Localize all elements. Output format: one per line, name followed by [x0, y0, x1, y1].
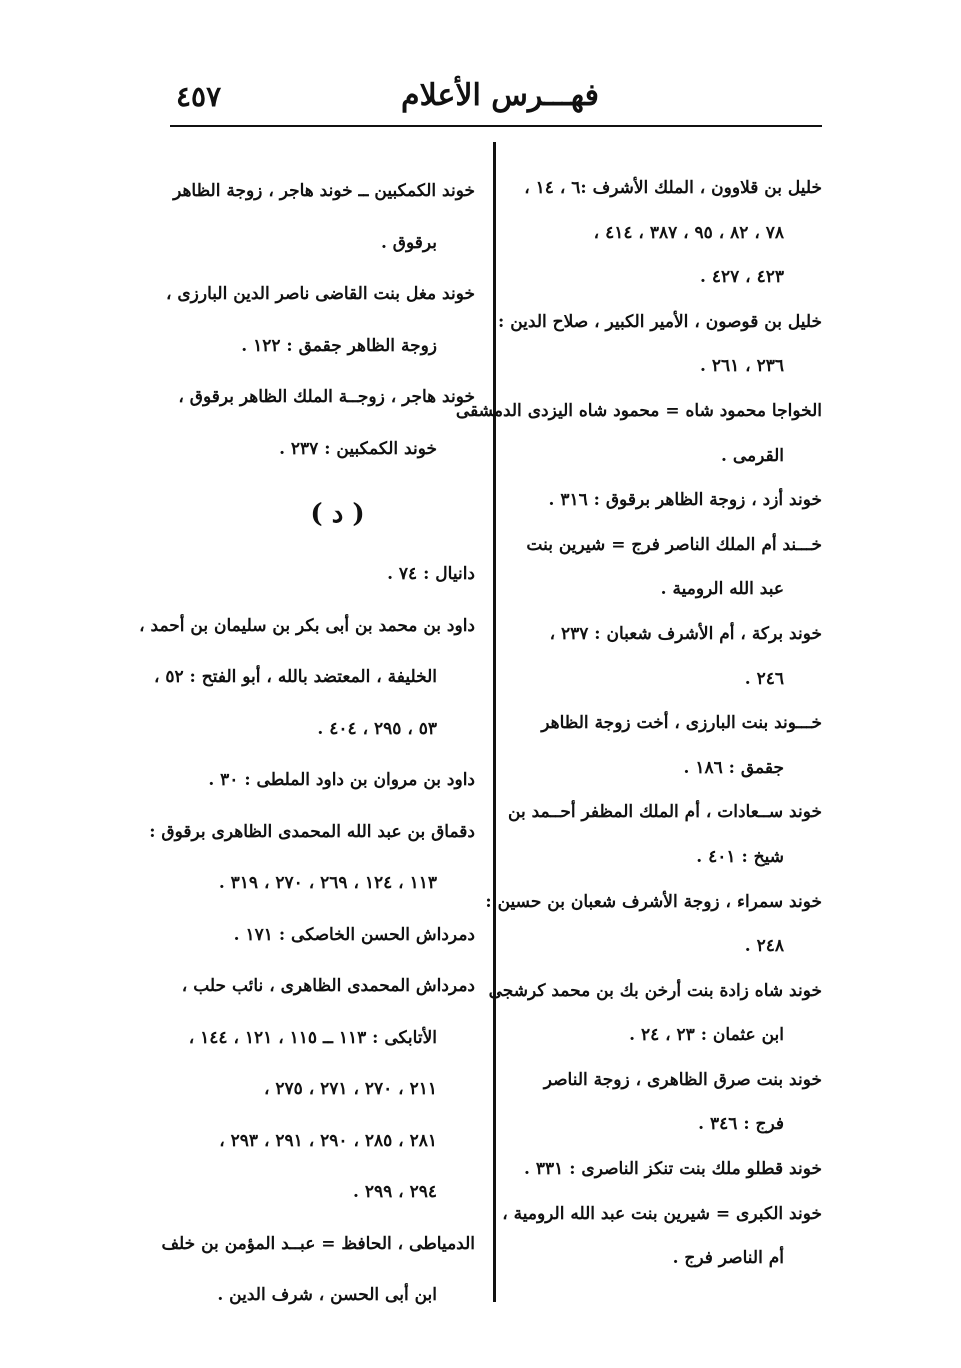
- index-entry: [485, 880, 822, 969]
- entry-headline: خوند سمراء ، زوجة الأشرف شعبان بن حسين :: [485, 891, 822, 912]
- index-entry: [488, 969, 822, 1058]
- entry-headline: دمرداش المحمدى الظاهرى ، نائب حلب ،: [181, 976, 475, 996]
- entry-headline: داود بن مروان بن داود الملطى : ٣٠ .: [208, 770, 475, 790]
- index-entry: [160, 166, 475, 269]
- index-entry: [512, 701, 822, 790]
- entry-continuation: عبد الله الرومية .: [660, 579, 784, 600]
- entry-continuation: ٢١١ ، ٢٧٠ ، ٢٧١ ، ٢٧٥ ،: [263, 1079, 437, 1099]
- index-entry: [160, 1219, 475, 1322]
- entry-headline: خوند بنت صرق الظاهرى ، زوجة الناصر: [543, 1069, 822, 1090]
- entry-continuation: شيخ : ٤٠١ .: [696, 846, 784, 867]
- entry-continuation: ابن أبى الحسن ، شرف الدين .: [217, 1285, 437, 1305]
- index-entry: [160, 372, 475, 475]
- index-entry: [512, 166, 822, 300]
- index-entry: [498, 300, 822, 389]
- entry-headline: خوند قطلو ملك بنت تنكز الناصرى : ٣٣١ .: [524, 1159, 822, 1180]
- entry-headline: دانيال : ٧٤ .: [387, 564, 475, 584]
- entry-continuation: خوند الكمكبين : ٢٣٧ .: [279, 438, 437, 459]
- entry-continuation: ٧٨ ، ٨٢ ، ٩٥ ، ٣٨٧ ، ٤١٤ ،: [593, 222, 784, 243]
- entry-headline: خليل بن قلاوون ، الملك الأشرف :٦ ، ١٤ ،: [524, 178, 822, 198]
- entry-continuation: ٤٢٣ ، ٤٢٧ .: [700, 267, 784, 288]
- entry-headline: خليل بن قوصون ، الأمير الكبير ، صلاح الدين :: [498, 311, 822, 332]
- index-entry: [455, 389, 822, 478]
- index-column-right: [455, 166, 822, 1281]
- index-entry: [160, 910, 475, 962]
- entry-continuation: فرج : ٣٤٦ .: [698, 1114, 784, 1135]
- entry-headline: خوند الكبرى = شيرين بنت عبد الله الرومية ،: [502, 1203, 822, 1224]
- index-entry: [160, 549, 475, 601]
- entry-continuation: ١١٣ ، ١٢٤ ، ٢٦٩ ، ٢٧٠ ، ٣١٩ .: [218, 873, 437, 893]
- entry-headline: داود بن محمد بن أبى بكر بن سليمان بن أحمد ،: [139, 615, 475, 636]
- index-entry: [512, 478, 822, 523]
- entry-continuation: زوجة الظاهر جقمق : ١٢٢ .: [241, 335, 437, 356]
- entry-continuation: برقوق .: [380, 232, 437, 253]
- entry-continuation: جقمق : ١٨٦ .: [683, 757, 784, 778]
- entry-headline: خوند شاه زادة بنت أرخن بك بن محمد كرشجى: [488, 980, 822, 1001]
- entry-headline: خوند الكمكبين ــ خوند هاجر ، زوجة الظاهر: [173, 181, 475, 201]
- page-title: فهـــرس الأعلام: [401, 78, 599, 113]
- entries-after-section: [139, 549, 475, 1322]
- entry-continuation: القرمى .: [721, 445, 784, 466]
- entry-continuation: الأتابكى : ١١٣ ــ ١١٥ ، ١٢١ ، ١٤٤ ،: [188, 1027, 437, 1048]
- entry-continuation: ٢٨١ ، ٢٨٥ ، ٢٩٠ ، ٢٩١ ، ٢٩٣ ،: [219, 1130, 437, 1151]
- entry-headline: خوند هاجر ، زوجــة الملك الظاهر برقوق ،: [178, 387, 475, 407]
- index-entry: [160, 961, 475, 1219]
- index-entry: [512, 523, 822, 612]
- entry-headline: الخواجا محمود شاه = محمود شاه اليزدى الدمشقى: [455, 400, 822, 421]
- entry-headline: خوند ســعادات ، أم الملك المظفر أحــمد بن: [508, 802, 822, 823]
- entry-continuation: ٥٣ ، ٢٩٥ ، ٤٠٤ .: [317, 718, 437, 739]
- index-entry: [139, 601, 475, 756]
- entry-continuation: ابن عثمان : ٢٣ ، ٢٤ .: [629, 1025, 784, 1046]
- entry-headline: خوند مغل بنت القاضى ناصر الدين البارزى ،: [165, 284, 475, 304]
- entry-continuation: الخليفة ، المعتضد بالله ، أبو الفتح : ٥٢ ،: [153, 667, 437, 687]
- entry-headline: خوند بركة ، أم الأشرف شعبان : ٢٣٧ ،: [549, 623, 822, 644]
- entry-continuation: ٢٤٦ .: [744, 668, 784, 689]
- entry-headline: خـــوند بنت البارزى ، أخت زوجة الظاهر: [541, 713, 822, 734]
- index-entry: [512, 612, 822, 701]
- entry-headline: الدمياطى ، الحافظ = عبــد المؤمن بن خلف: [161, 1233, 475, 1254]
- section-letter-dal: ( د ): [310, 499, 365, 529]
- entries-before-section: [160, 166, 475, 475]
- entry-continuation: ٢٩٤ ، ٢٩٩ .: [353, 1182, 437, 1202]
- index-entry: [149, 807, 475, 910]
- index-entry: [512, 1147, 822, 1192]
- index-entry: [160, 269, 475, 372]
- index-entry: [508, 790, 822, 879]
- entry-continuation: ٢٣٦ ، ٢٦١ .: [700, 356, 784, 377]
- entry-headline: خوند أزد ، زوجة الظاهر برقوق : ٣١٦ .: [548, 490, 822, 511]
- index-entry: [502, 1192, 822, 1281]
- page-header: [170, 78, 822, 122]
- header-rule: [170, 125, 822, 127]
- entry-headline: دمرداش الحسن الخاصكى : ١٧١ .: [233, 924, 475, 945]
- entry-headline: خـــند أم الملك الناصر فرج = شيرين بنت: [526, 534, 822, 555]
- index-column-left: [139, 166, 475, 1322]
- entry-continuation: أم الناصر فرج .: [672, 1248, 784, 1269]
- index-entry: [512, 1058, 822, 1147]
- page-number: ٤٥٧: [176, 80, 222, 113]
- column-divider: [493, 142, 496, 1302]
- index-entry: [160, 755, 475, 807]
- entry-continuation: ٢٤٨ .: [744, 936, 784, 957]
- entry-headline: دقماق بن عبد الله المحمدى الظاهرى برقوق :: [149, 821, 475, 842]
